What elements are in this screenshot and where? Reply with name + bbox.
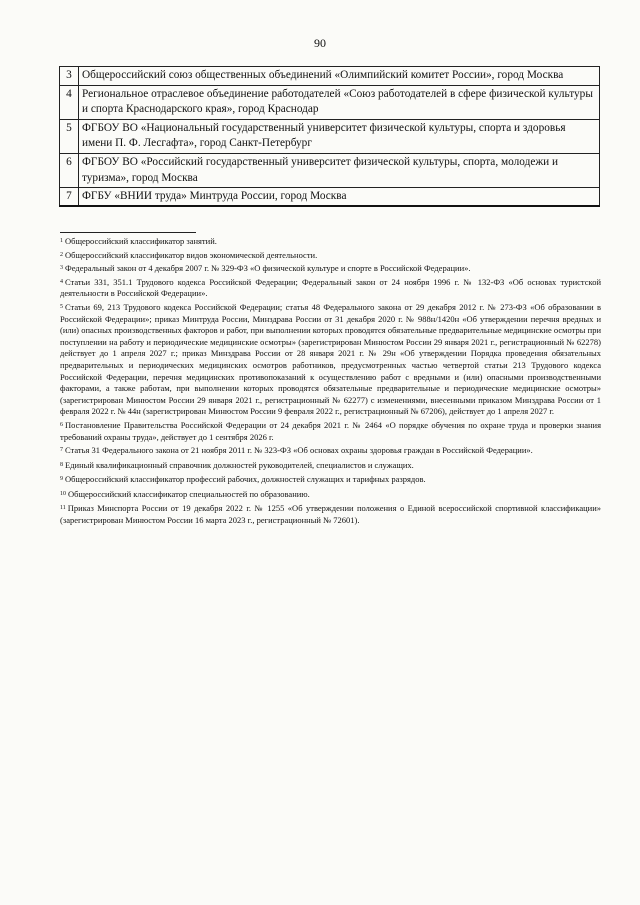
footnote-text: Федеральный закон от 4 декабря 2007 г. № 329-ФЗ «О физической культуре и спорте в Российской Федерации».: [65, 263, 471, 274]
footnote-text: Общероссийский классификатор занятий.: [65, 236, 217, 246]
table-row: [60, 119, 600, 153]
table-row: [60, 67, 600, 86]
footnote-number: 3: [60, 265, 63, 272]
organizations-table: [59, 66, 600, 207]
organization-name: ФГБУ «ВНИИ труда» Минтруда России, город Москва: [79, 188, 600, 206]
footnote-text: Статьи 69, 213 Трудового кодекса Российской Федерации; статья 48 Федерального закона от 29 декабря 2012 г. № 273-ФЗ «Об образовании в Российской Федерации»; приказ Минтруда России, Минздрава России от 31 декабря 2020 г. № 988н/1420н «Об утверждении перечня вредных и (или) опасных производственных факторов и работ, при выполнении которых проводятся обязательные предварительные медицинские осмотры при поступлении на работу и периодические медицинские осмотры» (зарегистрирован Минюстом России 29 января 2021 г., регистрационный № 62278) действует до 1 апреля 2027 г.; приказ Минздрава России от 28 января 2021 г. № 29н «Об утверждении Порядка проведения обязательных предварительных и периодических медицинских осмотров работников, предусмотренных частью четвертой статьи 213 Трудового кодекса Российской Федерации, перечня медицинских противопоказаний к осуществлению работ с вредными и (или) опасными производственными факторами, а также работам, при выполнении которых проводятся обязательные предварительные и периодические медицинские осмотры» (зарегистрирован Минюстом России 29 января 2021 г., регистрационный № 62277) с изменениями, внесенными приказом Минздрава России от 1 февраля 2022 г. № 44н (зарегистрирован Минюстом России 9 февраля 2022 г., регистрационный № 67206), действует до 1 апреля 2027 г.: [60, 301, 601, 417]
organization-name: Региональное отраслевое объединение работодателей «Союз работодателей в сфере физической культуры и спорта Краснодарского края», город Краснодар: [79, 85, 600, 119]
row-number: 3: [60, 67, 79, 86]
footnote-text: Общероссийский классификатор видов экономической деятельности.: [65, 249, 318, 260]
footnote-number: 1: [60, 238, 63, 244]
footnote-text: Постановление Правительства Российской Федерации от 24 декабря 2021 г. № 2464 «О порядке обучения по охране труда и проверки знания требований охраны труда», действует до 1 сентября 2026 г.: [60, 419, 601, 442]
footnote: [60, 420, 601, 443]
row-number: 4: [60, 85, 79, 119]
footnote: [60, 277, 601, 300]
footnote-number: 7: [60, 447, 63, 454]
footnote-number: 11: [60, 505, 66, 512]
table-row: [60, 188, 600, 206]
organization-name: Общероссийский союз общественных объединений «Олимпийский комитет России», город Москва: [79, 67, 600, 86]
footnote-text: Приказ Минспорта России от 19 декабря 2022 г. № 1255 «Об утверждении положения о Единой всероссийской спортивной классификации» (зарегистрирован Минюстом России 16 марта 2023 г., регистрационный № 72601).: [60, 503, 601, 526]
footnote: [60, 489, 601, 501]
footnote-number: 6: [60, 421, 63, 428]
footnote-number: 5: [60, 303, 63, 310]
footnote-text: Общероссийский классификатор специальностей по образованию.: [68, 488, 310, 499]
table-row: [60, 85, 600, 119]
footnote-number: 10: [60, 490, 66, 497]
footnote: [60, 236, 601, 248]
footnote-text: Единый квалификационный справочник должностей руководителей, специалистов и служащих.: [65, 459, 414, 470]
row-number: 6: [60, 153, 79, 187]
table-row: [60, 153, 600, 187]
footnote: [60, 474, 601, 486]
footnote-text: Статья 31 Федерального закона от 21 ноября 2011 г. № 323-ФЗ «Об основах охраны здоровья граждан в Российской Федерации».: [65, 445, 533, 456]
footnote: [60, 460, 601, 472]
page-number: 90: [314, 36, 326, 50]
organization-name: ФГБОУ ВО «Российский государственный университет физической культуры, спорта, молодежи и туризма», город Москва: [79, 153, 600, 187]
footnote-divider: [60, 232, 196, 233]
footnotes: [60, 236, 601, 527]
footnote-number: 8: [60, 461, 63, 468]
footnote: [60, 250, 601, 262]
organization-name: ФГБОУ ВО «Национальный государственный университет физической культуры, спорта и здоровья имени П. Ф. Лесгафта», город Санкт-Петербург: [79, 119, 600, 153]
row-number: 7: [60, 188, 79, 206]
footnote-number: 9: [60, 476, 63, 483]
footnote-text: Статьи 331, 351.1 Трудового кодекса Российской Федерации; Федеральный закон от 24 ноября 1996 г. № 132-ФЗ «Об основах туристской деятельности в Российской Федерации».: [60, 276, 601, 299]
footnote: [60, 263, 601, 275]
footnote-number: 4: [60, 278, 63, 285]
footnote: [60, 302, 601, 418]
row-number: 5: [60, 119, 79, 153]
footnote: [60, 503, 601, 526]
footnote: [60, 445, 601, 457]
footnote-text: Общероссийский классификатор профессий рабочих, должностей служащих и тарифных разрядов.: [65, 474, 426, 485]
footnote-number: 2: [60, 251, 63, 258]
